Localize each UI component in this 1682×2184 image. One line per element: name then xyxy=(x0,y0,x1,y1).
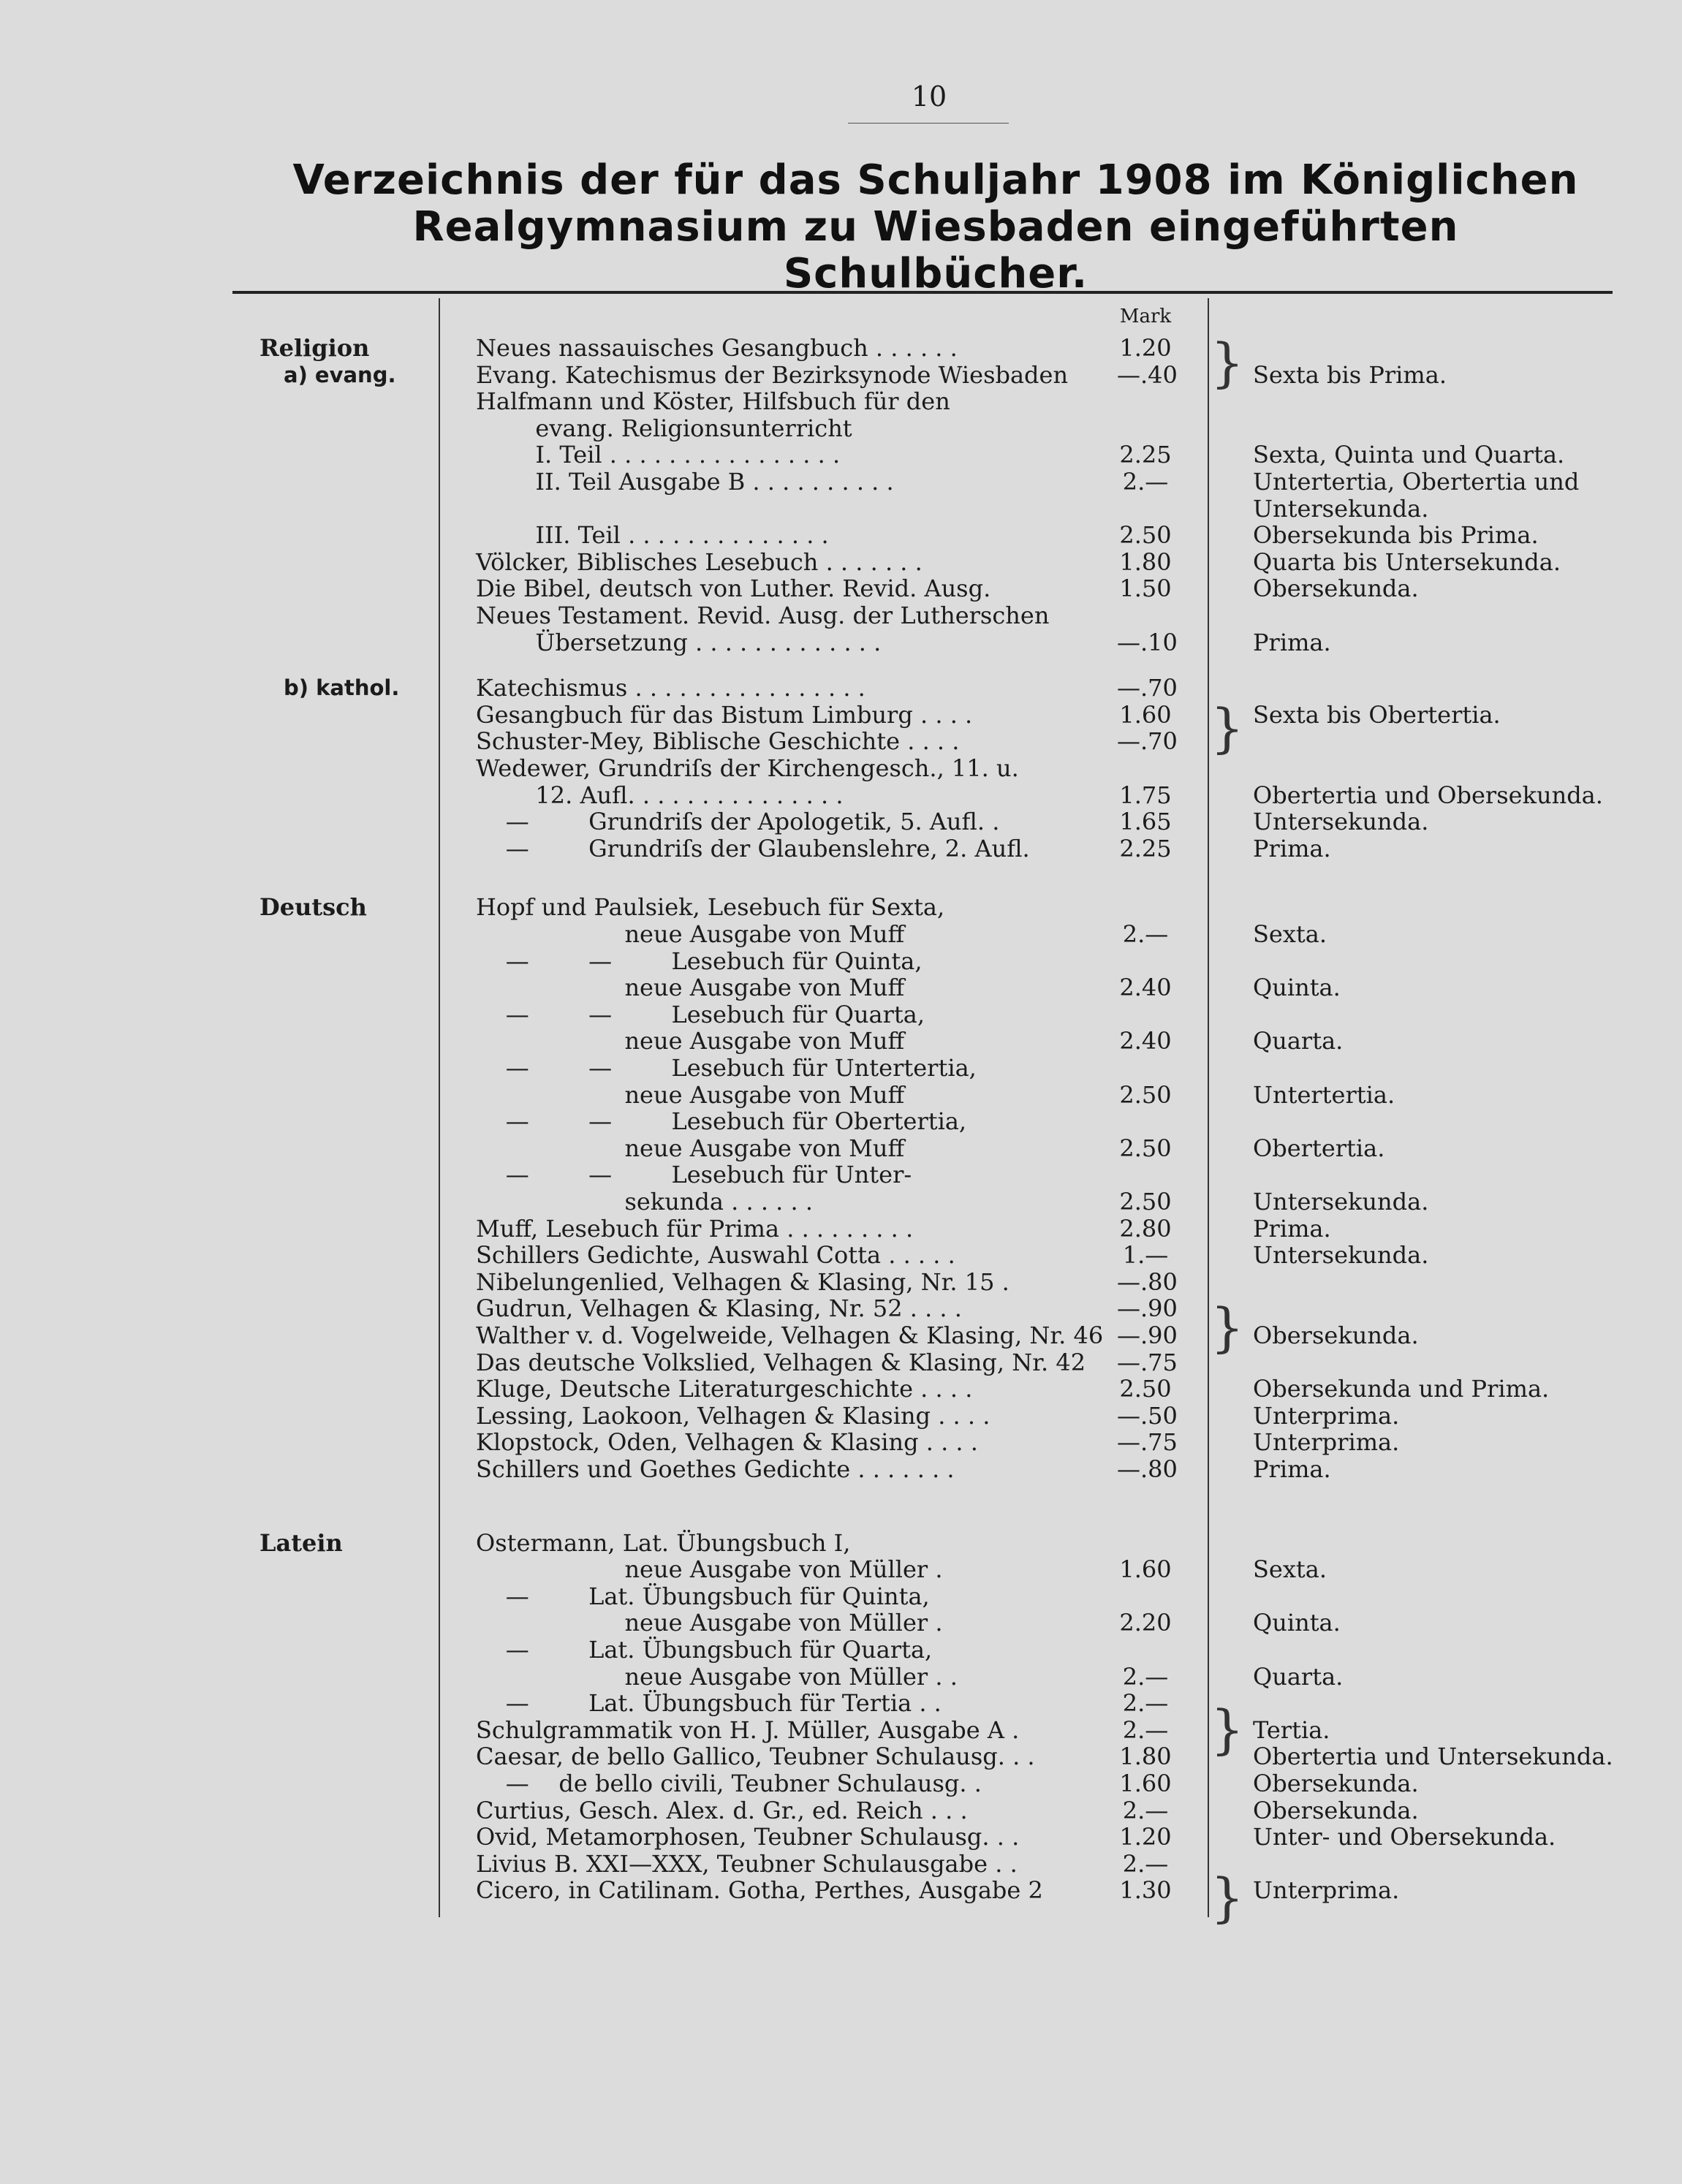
table-row xyxy=(0,1269,1682,1296)
book-title: Ovid, Metamorphosen, Teubner Schulausg. . . xyxy=(476,1823,1020,1851)
class-levels: Tertia. xyxy=(1253,1716,1330,1744)
table-row xyxy=(0,549,1682,576)
book-price: 1.60 xyxy=(1119,1770,1172,1797)
book-title: 12. Aufl. . . . . . . . . . . . . . . xyxy=(476,781,844,809)
book-price: 2.25 xyxy=(1119,441,1172,469)
book-title: evang. Religionsunterricht xyxy=(476,414,852,442)
book-title: Muff, Lesebuch für Prima . . . . . . . . . xyxy=(476,1215,914,1243)
book-title: Halfmann und Köster, Hilfsbuch für den xyxy=(476,387,950,415)
book-title: II. Teil Ausgabe B . . . . . . . . . . xyxy=(476,468,894,496)
class-levels: Obertertia und Obersekunda. xyxy=(1253,781,1603,809)
book-price: —.90 xyxy=(1117,1294,1178,1322)
table-row xyxy=(0,1530,1682,1557)
class-levels: Prima. xyxy=(1253,1455,1331,1483)
table-row xyxy=(0,1797,1682,1824)
table-row xyxy=(0,1001,1682,1028)
book-title: — — Lesebuch für Unter- xyxy=(476,1161,912,1188)
table-row xyxy=(0,441,1682,469)
book-price: 2.50 xyxy=(1119,1081,1172,1109)
table-row xyxy=(0,1161,1682,1188)
class-levels: Prima. xyxy=(1253,629,1331,656)
book-title: Gudrun, Velhagen & Klasing, Nr. 52 . . . . xyxy=(476,1294,962,1322)
book-price: 2.— xyxy=(1122,920,1169,948)
book-title: Neues Testament. Revid. Ausg. der Lutherschen xyxy=(476,602,1050,629)
book-title: neue Ausgabe von Muff xyxy=(476,920,905,948)
class-levels: Obertertia. xyxy=(1253,1134,1385,1162)
class-levels: Obertertia und Untersekunda. xyxy=(1253,1743,1613,1770)
book-title: neue Ausgabe von Muff xyxy=(476,1134,905,1162)
brace-group-5: } xyxy=(1211,1867,1244,1928)
class-levels: Obersekunda. xyxy=(1253,1770,1419,1797)
book-title: neue Ausgabe von Muff xyxy=(476,1081,905,1109)
book-title: Lessing, Laokoon, Velhagen & Klasing . . . . xyxy=(476,1402,990,1430)
class-levels: Untertertia. xyxy=(1253,1081,1395,1109)
book-title: — Grundriſs der Glaubenslehre, 2. Aufl. xyxy=(476,835,1030,862)
table-row xyxy=(0,1690,1682,1717)
table-row xyxy=(0,362,1682,389)
table-row xyxy=(0,1583,1682,1610)
page-number-rule xyxy=(848,123,1009,124)
table-row xyxy=(0,894,1682,921)
book-price: 2.80 xyxy=(1119,1215,1172,1243)
book-title: Das deutsche Volkslied, Velhagen & Klasing, Nr. 42 xyxy=(476,1349,1086,1376)
table-row xyxy=(0,1135,1682,1162)
book-title: neue Ausgabe von Müller . xyxy=(476,1609,943,1637)
book-price: 1.80 xyxy=(1119,548,1172,576)
book-title: I. Teil . . . . . . . . . . . . . . . . xyxy=(476,441,841,469)
book-title: Schulgrammatik von H. J. Müller, Ausgabe A . xyxy=(476,1716,1020,1744)
book-price: 2.40 xyxy=(1119,974,1172,1001)
class-levels: Quinta. xyxy=(1253,1609,1341,1637)
book-title: neue Ausgabe von Müller . xyxy=(476,1555,943,1583)
class-levels: Quinta. xyxy=(1253,974,1341,1001)
brace-group-3: } xyxy=(1211,1297,1244,1358)
book-price: —.90 xyxy=(1117,1322,1178,1349)
book-title: Schillers Gedichte, Auswahl Cotta . . . . . xyxy=(476,1241,955,1269)
table-row xyxy=(0,1609,1682,1637)
book-price: 2.50 xyxy=(1119,1134,1172,1162)
page-title xyxy=(270,157,1601,297)
table-row xyxy=(0,702,1682,729)
class-levels: Sexta. xyxy=(1253,1555,1327,1583)
book-price: 2.— xyxy=(1122,1689,1169,1717)
table-row xyxy=(0,808,1682,835)
book-price: 2.40 xyxy=(1119,1027,1172,1055)
book-price: 1.75 xyxy=(1119,781,1172,809)
book-title: III. Teil . . . . . . . . . . . . . . xyxy=(476,521,829,549)
book-title: — Grundriſs der Apologetik, 5. Aufl. . xyxy=(476,808,1000,835)
book-title: Kluge, Deutsche Literaturgeschichte . . . . xyxy=(476,1375,973,1403)
title-line-1: Verzeichnis der für das Schuljahr 1908 im Königlichen xyxy=(292,156,1579,204)
book-price: 1.20 xyxy=(1119,1823,1172,1851)
book-title: — — Lesebuch für Quinta, xyxy=(476,947,923,975)
book-price: 1.— xyxy=(1122,1241,1169,1269)
table-row xyxy=(0,1349,1682,1376)
table-row xyxy=(0,1743,1682,1770)
table-row xyxy=(0,1028,1682,1055)
table-row xyxy=(0,602,1682,629)
book-title: Völcker, Biblisches Lesebuch . . . . . . . xyxy=(476,548,923,576)
table-row xyxy=(0,335,1682,362)
book-title: Caesar, de bello Gallico, Teubner Schulausg. . . xyxy=(476,1743,1035,1770)
book-price: 1.20 xyxy=(1119,334,1172,362)
book-title: neue Ausgabe von Muff xyxy=(476,974,905,1001)
table-row xyxy=(0,675,1682,702)
book-price: 2.— xyxy=(1122,468,1169,496)
book-title: neue Ausgabe von Muff xyxy=(476,1027,905,1055)
book-title: Livius B. XXI—XXX, Teubner Schulausgabe . . xyxy=(476,1850,1018,1878)
table-row xyxy=(0,1376,1682,1403)
class-levels: Unterprima. xyxy=(1253,1876,1400,1904)
table-row xyxy=(0,522,1682,549)
book-title: — — Lesebuch für Quarta, xyxy=(476,1001,925,1028)
table-row xyxy=(0,1242,1682,1269)
book-price: 2.50 xyxy=(1119,1375,1172,1403)
book-title: — Lat. Übungsbuch für Quarta, xyxy=(476,1636,933,1664)
table-row xyxy=(0,415,1682,442)
book-price: 1.30 xyxy=(1119,1876,1172,1904)
table-row xyxy=(0,388,1682,415)
book-title: neue Ausgabe von Müller . . xyxy=(476,1663,958,1691)
subject-label: Deutsch xyxy=(260,893,367,921)
page-number: 10 xyxy=(911,80,947,113)
book-title: Gesangbuch für das Bistum Limburg . . . . xyxy=(476,701,973,729)
class-levels: Untersekunda. xyxy=(1253,1241,1429,1269)
table-row xyxy=(0,1824,1682,1851)
book-price: —.70 xyxy=(1117,674,1178,702)
class-levels: Obersekunda und Prima. xyxy=(1253,1375,1550,1403)
book-title: — Lat. Übungsbuch für Quinta, xyxy=(476,1582,930,1610)
table-row xyxy=(0,1403,1682,1430)
table-row xyxy=(0,575,1682,602)
class-levels: Quarta bis Untersekunda. xyxy=(1253,548,1561,576)
book-title: Hopf und Paulsiek, Lesebuch für Sexta, xyxy=(476,893,945,921)
class-levels: Unter- und Obersekunda. xyxy=(1253,1823,1556,1851)
table-row xyxy=(0,1295,1682,1322)
table-row xyxy=(0,1877,1682,1904)
table-row xyxy=(0,1770,1682,1797)
table-row xyxy=(0,948,1682,975)
class-levels: Prima. xyxy=(1253,835,1331,862)
class-levels: Prima. xyxy=(1253,1215,1331,1243)
book-title: Evang. Katechismus der Bezirksynode Wiesbaden xyxy=(476,361,1069,389)
book-price: 2.— xyxy=(1122,1663,1169,1691)
book-title: Schuster-Mey, Biblische Geschichte . . . . xyxy=(476,727,960,755)
book-title: — Lat. Übungsbuch für Tertia . . xyxy=(476,1689,942,1717)
class-levels: Obersekunda. xyxy=(1253,1797,1419,1824)
book-title: Nibelungenlied, Velhagen & Klasing, Nr. 15 . xyxy=(476,1268,1009,1296)
book-price: 2.— xyxy=(1122,1850,1169,1878)
book-title: Neues nassauisches Gesangbuch . . . . . . xyxy=(476,334,958,362)
book-price: 2.25 xyxy=(1119,835,1172,862)
table-row xyxy=(0,1055,1682,1082)
book-title: Wedewer, Grundriſs der Kirchengesch., 11. u. xyxy=(476,754,1019,782)
class-levels: Obersekunda bis Prima. xyxy=(1253,521,1539,549)
table-row xyxy=(0,782,1682,809)
table-top-rule xyxy=(232,291,1613,294)
class-levels: Sexta bis Prima. xyxy=(1253,361,1447,389)
class-levels: Unterprima. xyxy=(1253,1428,1400,1456)
class-levels: Sexta bis Obertertia. xyxy=(1253,701,1501,729)
book-title: Die Bibel, deutsch von Luther. Revid. Ausg. xyxy=(476,575,991,602)
brace-group-4: } xyxy=(1211,1699,1244,1760)
title-line-2: Realgymnasium zu Wiesbaden eingeführten Schulbücher. xyxy=(412,203,1459,297)
class-levels: Untersekunda. xyxy=(1253,1188,1429,1216)
class-levels: Sexta, Quinta und Quarta. xyxy=(1253,441,1565,469)
class-levels: Untersekunda. xyxy=(1253,808,1429,835)
table-row xyxy=(0,1556,1682,1583)
book-title: Curtius, Gesch. Alex. d. Gr., ed. Reich . . . xyxy=(476,1797,968,1824)
book-price: —.40 xyxy=(1117,361,1178,389)
subject-label: Religion xyxy=(260,334,370,362)
book-price: 1.80 xyxy=(1119,1743,1172,1770)
table-row xyxy=(0,921,1682,948)
book-price: —.75 xyxy=(1117,1428,1178,1456)
book-title: — — Lesebuch für Untertertia, xyxy=(476,1054,977,1082)
book-price: —.80 xyxy=(1117,1268,1178,1296)
table-row xyxy=(0,1216,1682,1243)
table-row xyxy=(0,1188,1682,1216)
table-row xyxy=(0,1429,1682,1456)
book-title: Ostermann, Lat. Übungsbuch I, xyxy=(476,1529,851,1557)
book-title: Übersetzung . . . . . . . . . . . . . xyxy=(476,629,882,656)
book-price: 2.50 xyxy=(1119,521,1172,549)
book-title: — — Lesebuch für Obertertia, xyxy=(476,1107,967,1135)
book-price: 1.65 xyxy=(1119,808,1172,835)
subject-label: a) evang. xyxy=(284,363,396,387)
book-price: 1.60 xyxy=(1119,1555,1172,1583)
brace-group-1: } xyxy=(1211,332,1244,393)
table-row xyxy=(0,728,1682,755)
class-levels: Untersekunda. xyxy=(1253,495,1429,523)
table-row xyxy=(0,1082,1682,1109)
table-row xyxy=(0,974,1682,1001)
book-title: Cicero, in Catilinam. Gotha, Perthes, Ausgabe 2 xyxy=(476,1876,1043,1904)
book-price: 1.50 xyxy=(1119,575,1172,602)
table-row xyxy=(0,1851,1682,1878)
book-title: — de bello civili, Teubner Schulausg. . xyxy=(476,1770,982,1797)
class-levels: Unterprima. xyxy=(1253,1402,1400,1430)
price-column-header: Mark xyxy=(1119,306,1172,327)
brace-group-2: } xyxy=(1211,697,1244,759)
class-levels: Obersekunda. xyxy=(1253,575,1419,602)
class-levels: Quarta. xyxy=(1253,1027,1344,1055)
book-price: —.70 xyxy=(1117,727,1178,755)
table-row xyxy=(0,1456,1682,1483)
book-price: 1.60 xyxy=(1119,701,1172,729)
book-price: 2.50 xyxy=(1119,1188,1172,1216)
table-row xyxy=(0,469,1682,496)
book-title: Klopstock, Oden, Velhagen & Klasing . . . . xyxy=(476,1428,978,1456)
table-row xyxy=(0,496,1682,523)
class-levels: Untertertia, Obertertia und xyxy=(1253,468,1580,496)
book-price: —.50 xyxy=(1117,1402,1178,1430)
book-title: Walther v. d. Vogelweide, Velhagen & Klasing, Nr. 46 xyxy=(476,1322,1104,1349)
table-row xyxy=(0,755,1682,782)
book-price: 2.— xyxy=(1122,1716,1169,1744)
table-row xyxy=(0,835,1682,862)
class-levels: Sexta. xyxy=(1253,920,1327,948)
book-title: Schillers und Goethes Gedichte . . . . . . . xyxy=(476,1455,955,1483)
book-price: —.80 xyxy=(1117,1455,1178,1483)
book-price: 2.20 xyxy=(1119,1609,1172,1637)
table-row xyxy=(0,629,1682,656)
table-row xyxy=(0,1664,1682,1691)
book-price: —.10 xyxy=(1117,629,1178,656)
book-title: sekunda . . . . . . xyxy=(476,1188,814,1216)
table-row xyxy=(0,1717,1682,1744)
book-price: —.75 xyxy=(1117,1349,1178,1376)
subject-label: Latein xyxy=(260,1529,343,1557)
class-levels: Obersekunda. xyxy=(1253,1322,1419,1349)
subject-label: b) kathol. xyxy=(284,675,400,700)
book-price: 2.— xyxy=(1122,1797,1169,1824)
table-row xyxy=(0,1108,1682,1135)
table-row xyxy=(0,1322,1682,1349)
class-levels: Quarta. xyxy=(1253,1663,1344,1691)
book-title: Katechismus . . . . . . . . . . . . . . . . xyxy=(476,674,865,702)
table-row xyxy=(0,1637,1682,1664)
